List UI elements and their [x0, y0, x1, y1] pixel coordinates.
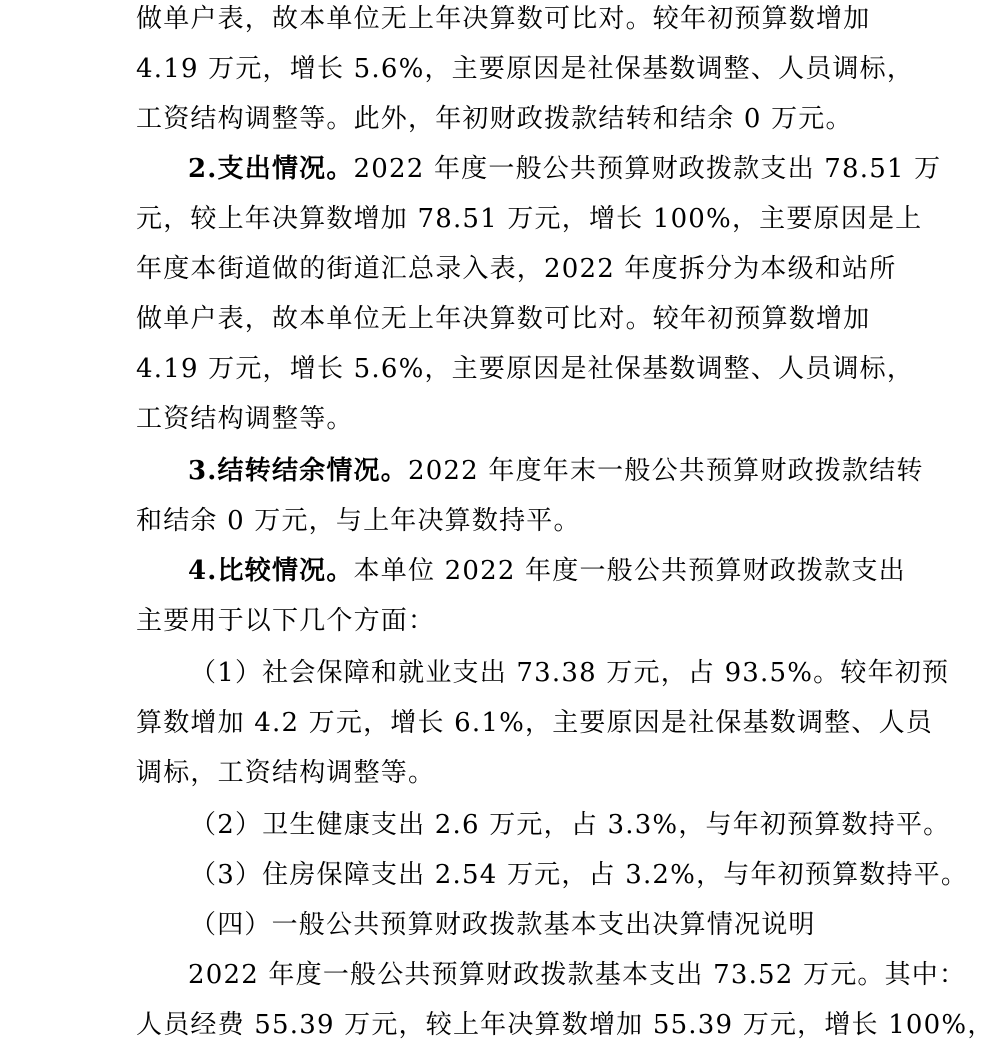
paragraph-line: 做单户表，故本单位无上年决算数可比对。较年初预算数增加	[136, 4, 871, 34]
paragraph-line: 工资结构调整等。此外，年初财政拨款结转和结余 0 万元。	[136, 104, 853, 134]
paragraph-line: 工资结构调整等。	[136, 404, 354, 434]
section-heading: 2.支出情况。	[188, 154, 354, 184]
paragraph-line: 和结余 0 万元，与上年决算数持平。	[136, 506, 581, 536]
section-heading: 3.结转结余情况。	[188, 456, 408, 486]
paragraph-text: 2022 年度年末一般公共预算财政拨款结转	[407, 456, 924, 486]
section-line	[188, 446, 924, 496]
paragraph-line: 2022 年度一般公共预算财政拨款基本支出 73.52 万元。其中：	[188, 960, 967, 990]
paragraph-line: 4.19 万元，增长 5.6%，主要原因是社保基数调整、人员调标，	[136, 54, 915, 84]
list-item-line: （1）社会保障和就业支出 73.38 万元，占 93.5%。较年初预	[190, 658, 950, 688]
section-title: （四）一般公共预算财政拨款基本支出决算情况说明	[190, 910, 816, 940]
paragraph-line: 年度本街道做的街道汇总录入表，2022 年度拆分为本级和站所	[136, 254, 897, 284]
section-line	[188, 144, 941, 194]
paragraph-line: 元，较上年决算数增加 78.51 万元，增长 100%，主要原因是上	[136, 204, 923, 234]
paragraph-line: 算数增加 4.2 万元，增长 6.1%，主要原因是社保基数调整、人员	[136, 708, 933, 738]
paragraph-line: 4.19 万元，增长 5.6%，主要原因是社保基数调整、人员调标，	[136, 354, 915, 384]
section-heading: 4.比较情况。	[188, 556, 354, 586]
paragraph-text: 2022 年度一般公共预算财政拨款支出 78.51 万	[353, 154, 942, 184]
paragraph-line: 人员经费 55.39 万元，较上年决算数增加 55.39 万元，增长 100%，	[136, 1010, 995, 1040]
paragraph-text: 本单位 2022 年度一般公共预算财政拨款支出	[353, 556, 906, 586]
paragraph-line: 调标，工资结构调整等。	[136, 758, 436, 788]
section-line	[188, 546, 906, 596]
paragraph-line: 主要用于以下几个方面：	[136, 606, 436, 636]
list-item: （2）卫生健康支出 2.6 万元，占 3.3%，与年初预算数持平。	[190, 810, 951, 840]
paragraph-line: 做单户表，故本单位无上年决算数可比对。较年初预算数增加	[136, 304, 871, 334]
list-item: （3）住房保障支出 2.54 万元，占 3.2%，与年初预算数持平。	[190, 860, 969, 890]
